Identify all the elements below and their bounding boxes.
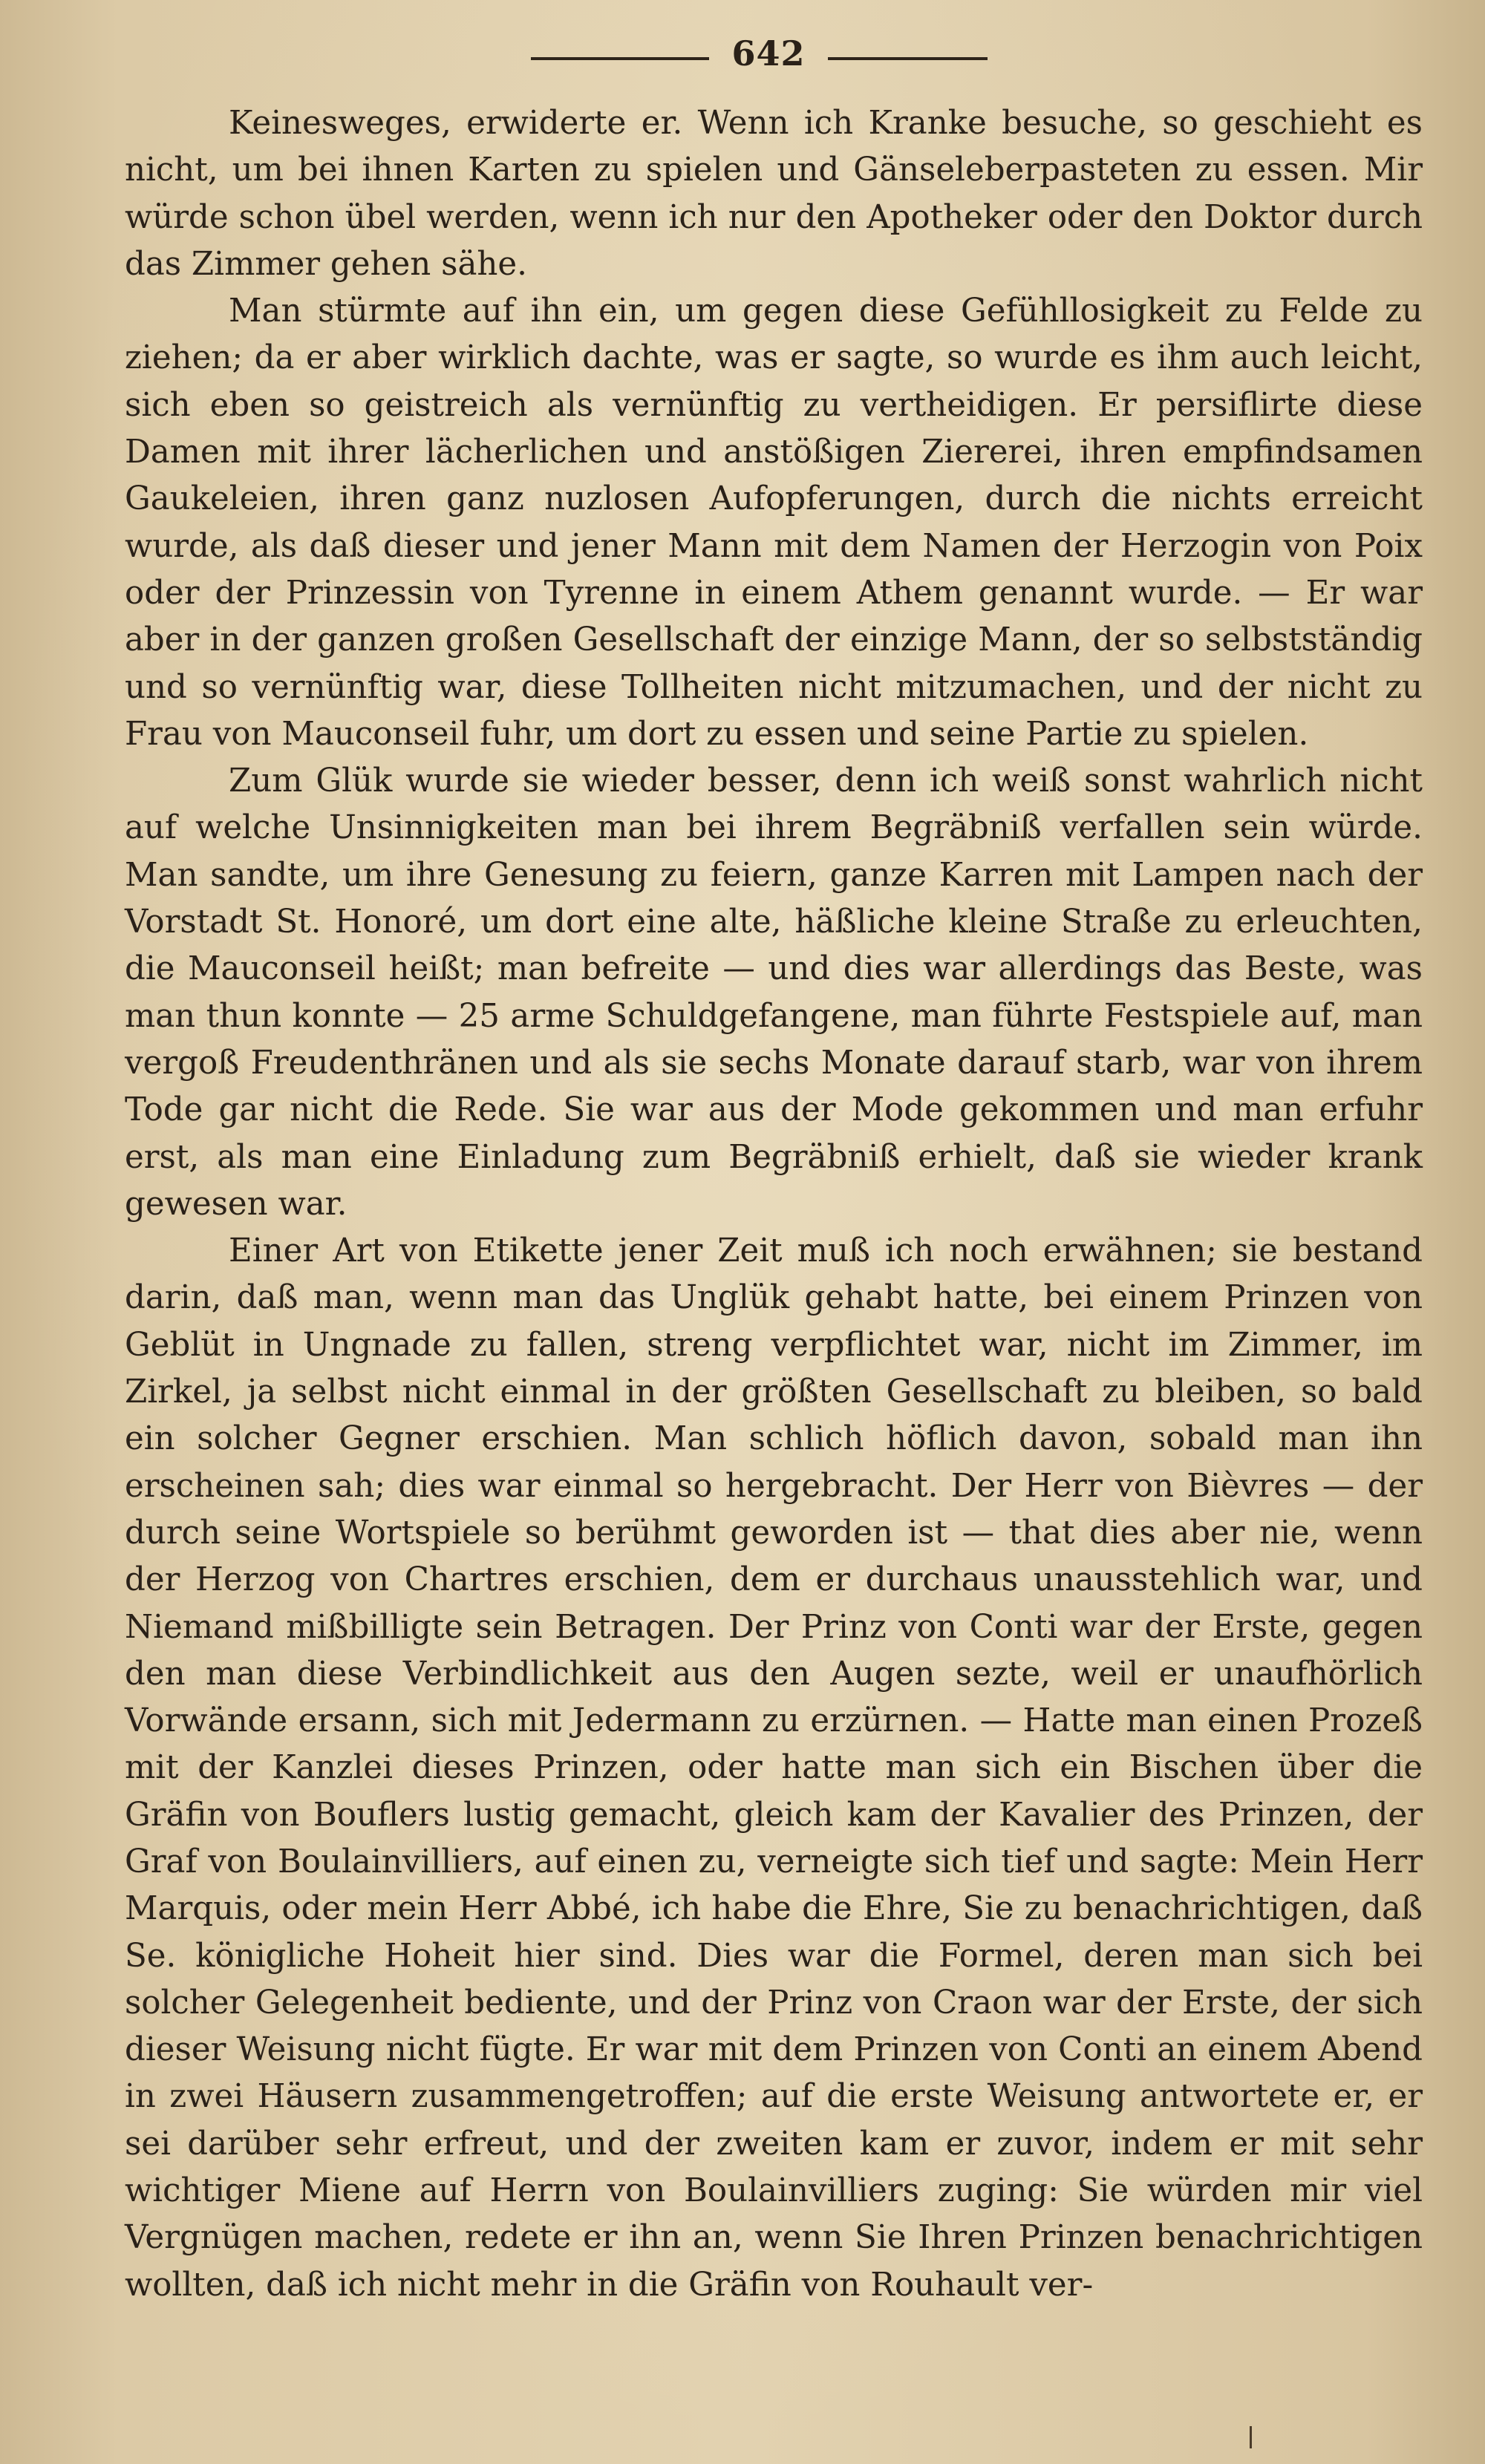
header-rule-left (531, 57, 709, 60)
paragraph-4: Einer Art von Etikette jener Zeit muß ich noch erwähnen; sie bestand darin, daß man, wenn man das Unglük gehabt hatte, bei einem Prinzen von Geblüt in Ungnade zu fallen, streng verpflichtet war, nicht im Zimmer, im Zirkel, ja selbst nicht einmal in der größten Gesellschaft zu bleiben, so bald ein solcher Gegner erschien. Man schlich höflich davon, sobald man ihn erscheinen sah; dies war einmal so hergebracht. Der Herr von Bièvres — der durch seine Wortspiele so berühmt geworden ist — that dies aber nie, wenn der Herzog von Chartres erschien, dem er durchaus unausstehlich war, und Niemand mißbilligte sein Betragen. Der Prinz von Conti war der Erste, gegen den man diese Verbindlichkeit aus den Augen sezte, weil er unaufhörlich Vorwände ersann, sich mit Jedermann zu erzürnen. — Hatte man einen Prozeß mit der Kanzlei dieses Prinzen, oder hatte man sich ein Bischen über die Gräfin von Bouflers lustig gemacht, gleich kam der Kavalier des Prinzen, der Graf von Boulainvilliers, auf einen zu, verneigte sich tief und sagte: Mein Herr Marquis, oder mein Herr Abbé, ich habe die Ehre, Sie zu benachrichtigen, daß Se. königliche Hoheit hier sind. Dies war die Formel, deren man sich bei solcher Gelegenheit bediente, und der Prinz von Craon war der Erste, der sich dieser Weisung nicht fügte. Er war mit dem Prinzen von Conti an einem Abend in zwei Häusern zusammengetroffen; auf die erste Weisung antwortete er, er sei darüber sehr erfreut, und der zweiten kam er zuvor, indem er mit sehr wichtiger Miene auf Herrn von Boulainvilliers zuging: Sie würden mir viel Vergnügen machen, redete er ihn an, wenn Sie Ihren Prinzen benachrichtigen wollten, daß ich nicht mehr in die Gräfin von Rouhault ver- (125, 1232, 1423, 2304)
page-number: 642 (731, 33, 806, 73)
paragraph-1: Keinesweges, erwiderte er. Wenn ich Kranke besuche, so geschieht es nicht, um bei ihnen Karten zu spielen und Gänseleberpasteten zu essen. Mir würde schon übel werden, wenn ich nur den Apotheker oder den Doktor durch das Zimmer gehen sähe. (125, 105, 1423, 283)
paragraph-2: Man stürmte auf ihn ein, um gegen diese Gefühllosigkeit zu Felde zu ziehen; da er aber wirklich dachte, was er sagte, so wurde es ihm auch leicht, sich eben so geistreich als vernünftig zu vertheidigen. Er persiflirte diese Damen mit ihrer lächerlichen und anstößigen Ziererei, ihren empfindsamen Gaukeleien, ihren ganz nuzlosen Aufopferungen, durch die nichts erreicht wurde, als daß dieser und jener Mann mit dem Namen der Herzogin von Poix oder der Prinzessin von Tyrenne in einem Athem genannt wurde. — Er war aber in der ganzen großen Gesellschaft der einzige Mann, der so selbstständig und so vernünftig war, diese Tollheiten nicht mitzumachen, und der nicht zu Frau von Mauconseil fuhr, um dort zu essen und seine Partie zu spielen. (125, 293, 1423, 753)
edge-mark (1250, 2426, 1252, 2448)
body-text (125, 100, 1423, 2309)
paragraph-3: Zum Glük wurde sie wieder besser, denn ich weiß sonst wahrlich nicht auf welche Unsinnigkeiten man bei ihrem Begräbniß verfallen sein würde. Man sandte, um ihre Genesung zu feiern, ganze Karren mit Lampen nach der Vorstadt St. Honoré, um dort eine alte, häßliche kleine Straße zu erleuchten, die Mauconseil heißt; man befreite — und dies war allerdings das Beste, was man thun konnte — 25 arme Schuldgefangene, man führte Festspiele auf, man vergoß Freudenthränen und als sie sechs Monate darauf starb, war von ihrem Tode gar nicht die Rede. Sie war aus der Mode gekommen und man erfuhr erst, als man eine Einladung zum Begräbniß erhielt, daß sie wieder krank gewesen war. (125, 762, 1423, 1223)
header-rule-right (828, 57, 988, 60)
page-header (0, 33, 1485, 78)
